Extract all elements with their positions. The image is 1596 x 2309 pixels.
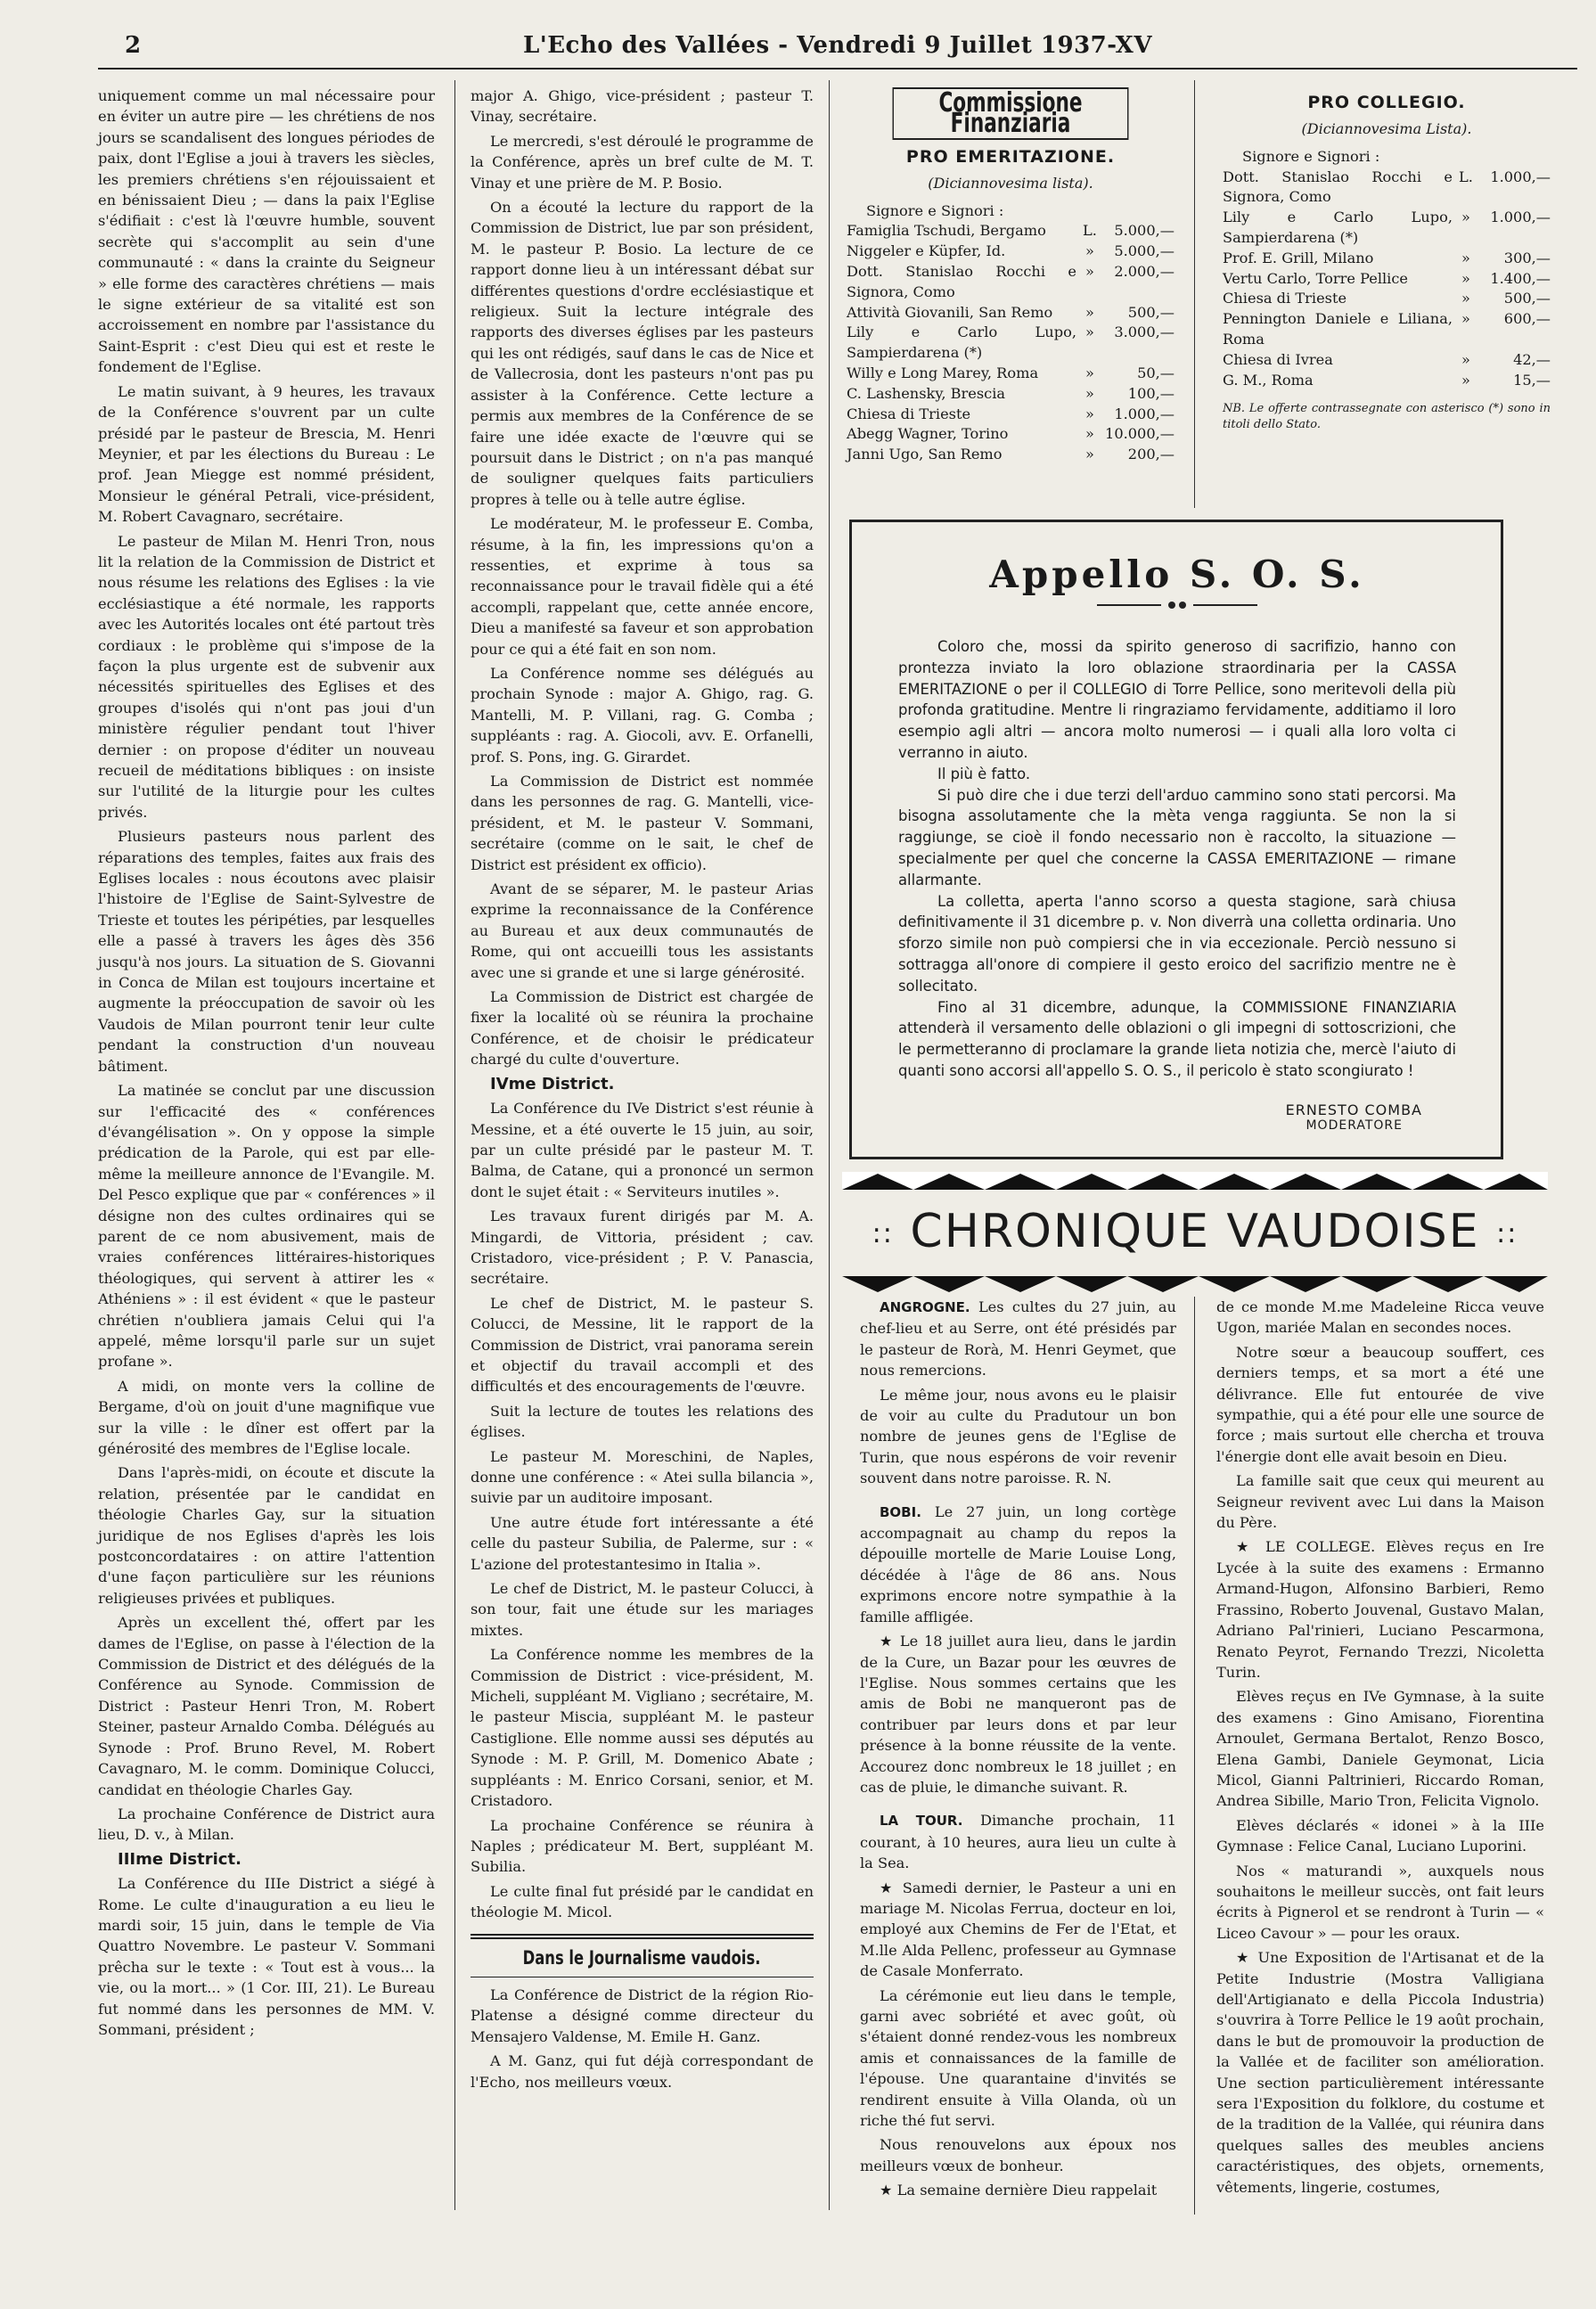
section-heading-district-3: IIIme District. <box>118 1849 241 1869</box>
donor-row: Pennington Daniele e Liliana, Roma » 600,— <box>1223 310 1551 348</box>
nb-note: NB. Le offerte contrassegnate con asterisco (*) sono in titoli dello Stato. <box>1223 402 1551 432</box>
commissione-block <box>847 87 1174 465</box>
paragraph: La Commission de District est chargée de fixer la localité où se réunira la prochaine Conférence, et de choisir le prédicateur chargé du culte d'ouverture. <box>471 988 814 1069</box>
chronique-entry: ★ Le 18 juillet aura lieu, dans le jardin de la Cure, un Bazar pour les œuvres de l'Eglise. Nous sommes certains que les amis de Bobi ne manqueront pas de contribuer par leurs dons et par leur présence à la bonne réussite de la vente. Accourez donc nombreux le 18 juillet ; en cas de pluie, le dimanche suivant. R. <box>860 1633 1176 1796</box>
donor-row: Janni Ugo, San Remo » 200,— <box>847 446 1174 463</box>
paragraph: Après un excellent thé, offert par les dames de l'Eglise, on passe à l'élection de la Commission de District et des délégués de la Conférence au Synode. Commission de District : Pasteur Henri Tron, M. Robert Steiner, pasteur Arnaldo Comba. Délégués au Synode : Prof. Bruno Revel, M. Robert Cavagnaro, M. le comm. Dominique Colucci, candidat en théologie Charles Gay. <box>98 1614 435 1798</box>
donor-row: Famiglia Tschudi, Bergamo L. 5.000,— <box>847 222 1174 240</box>
donor-row: Chiesa di Ivrea » 42,— <box>1223 350 1551 368</box>
donor-row: Prof. E. Grill, Milano » 300,— <box>1223 249 1551 266</box>
chronique-entry: ★ Une Exposition de l'Artisanat et de la Petite Industrie (Mostra Valligiana dell'Artigianato e della Piccola Industria) s'ouvrira à Torre Pellice le 19 août prochain, dans le but de promouvoir la production de la Vallée et de faciliter son amélioration. Une section particulièrement intéressante sera l'Exposition du folklore, du costume et de la tradition de la Vallée, qui réunira dans quelques salles des meubles anciens caractéristiques, des objets, ornements, vêtements, lingerie, costumes, <box>1216 1949 1544 2196</box>
paragraph: Le pasteur M. Moreschini, de Naples, donne une conférence : « Atei sulla bilancia », suivie par un auditoire imposant. <box>471 1447 814 1507</box>
collegio-donor-list <box>1223 147 1551 391</box>
paragraph: Les travaux furent dirigés par M. A. Mingardi, de Vittoria, président ; cav. Cristadoro, vice-président ; P. V. Panascia, secrétaire. <box>471 1208 814 1288</box>
list-intro: Signore e Signori : <box>866 201 1004 219</box>
emeritazione-donor-list <box>847 201 1174 465</box>
paragraph: Avant de se séparer, M. le pasteur Arias exprime la reconnaissance de la Conférence au Bureau et aux deux communautés de Rome, qui ont accueilli tous les assistants avec une si grande et une si large générosité. <box>471 880 814 981</box>
donor-row: Willy e Long Marey, Roma » 50,— <box>847 364 1174 381</box>
donor-row: Vertu Carlo, Torre Pellice » 1.400,— <box>1223 269 1551 287</box>
decorative-band-bottom <box>842 1276 1548 1294</box>
chronique-entry: de ce monde M.me Madeleine Ricca veuve Ugon, mariée Malan en secondes noces. <box>1216 1298 1544 1337</box>
paragraph: A midi, on monte vers la colline de Bergame, d'où on jouit d'une magnifique vue sur la ville : le dîner est offert par la générosité des membres de l'Eglise locale. <box>98 1377 435 1457</box>
column-rule <box>829 80 830 2210</box>
paragraph: Le mercredi, s'est déroulé le programme de la Conférence, après un bref culte de M. T. Vinay et une prière de M. P. Bosio. <box>471 132 814 192</box>
colon-ornament-icon: :: <box>1496 1218 1518 1249</box>
journalisme-title: Dans le Journalisme vaudois. <box>523 1946 761 1969</box>
section-heading-district-4: IVme District. <box>490 1074 615 1093</box>
newspaper-title: L'Echo des Vallées - Vendredi 9 Juillet 1937-XV <box>522 32 1153 59</box>
donor-row: Dott. Stanislao Rocchi e Signora, Como L. 1.000,— <box>1223 168 1551 206</box>
chronique-entry: ANGROGNE. Les cultes du 27 juin, au chef-lieu et au Serre, ont été présidés par le pasteur de Rorà, M. Henri Geymet, que nous remercions. <box>860 1298 1176 1380</box>
commissione-title: Commissione Finanziaria <box>893 87 1129 140</box>
paragraph: La Conférence nomme ses délégués au prochain Synode : major A. Ghigo, rag. G. Mantelli, M. P. Villani, rag. G. Comba ; suppléants : rag. A. Giocoli, avv. E. Orfanelli, prof. S. Pons, ing. G. Girardet. <box>471 664 814 766</box>
pro-emeritazione-heading: PRO EMERITAZIONE. <box>905 146 1116 167</box>
paragraph: Si può dire che i due terzi dell'arduo cammino sono stati percorsi. Ma bisogna assolutamente che la mèta venga raggiunta. Se non la si raggiunge, se cioè il fondo necessario non è raccolto, la situazione — specialmente per quel che concerne la CASSA EMERITAZIONE — rimane allarmante. <box>898 786 1456 888</box>
paragraph: Dans l'après-midi, on écoute et discute la relation, présentée par le candidat en théologie Charles Gay, sur la situation juridique de nos Eglises d'après les lois postconcordataires : on attire l'attention d'une façon particulière sur les réunions religieuses privées et publiques. <box>98 1464 435 1607</box>
journalisme-heading-box <box>471 1934 814 1977</box>
donor-row: Niggeler e Küpfer, Id. » 5.000,— <box>847 242 1174 260</box>
chronique-column-b <box>1216 1297 1544 2201</box>
paragraph: Il più è fatto. <box>937 765 1031 782</box>
donor-row: Attività Giovanili, San Remo » 500,— <box>847 303 1174 321</box>
paragraph: A M. Ganz, qui fut déjà correspondant de l'Echo, nos meilleurs vœux. <box>471 2052 814 2091</box>
donor-row: Lily e Carlo Lupo, Sampierdarena (*) » 3.000,— <box>847 323 1174 362</box>
paragraph: Le chef de District, M. le pasteur S. Colucci, de Messine, lit le rapport de la Commission de District, vrai panorama serein et objectif du travail accompli et des difficultés et des encouragements de l'œuvre. <box>471 1294 814 1396</box>
sos-title: Appello S. O. S. <box>989 553 1365 596</box>
column-rule <box>1194 80 1195 508</box>
ornament-divider <box>898 598 1456 615</box>
chronique-entry: Notre sœur a beaucoup souffert, ces derniers temps, et sa mort a été une délivrance. Elle fut entourée de vive sympathie, qui a été pour elle une source de force ; mais surtout elle chercha et trouva l'énergie dont elle avait besoin en Dieu. <box>1216 1343 1544 1465</box>
paragraph: On a écouté la lecture du rapport de la Commission de District, lue par son président, M. le pasteur P. Bosio. La lecture de ce rapport donne lieu à un intéressant débat sur différentes questions d'ordre ecclésiastique et religieux. Suit la lecture intégrale des rapports des diverses églises par les pasteurs qui les ont rédigés, sauf dans le cas de Nice et de Vallecrosia, dont les pasteurs n'ont pas pu assister à la Conférence. Cette lecture a permis aux membres de la Conférence de se faire une idée exacte de l'œuvre qui se poursuit dans le District ; on n'a pas manqué de souligner quelques faits particuliers propres à telle ou à telle autre église. <box>471 199 814 508</box>
paragraph: Le pasteur de Milan M. Henri Tron, nous lit la relation de la Commission de District et nous résume les relations des Eglises : la vie ecclésiastique a été normale, les rapports avec les Autorités locales ont été partout très cordiaux : le problème qui s'impose de la façon la plus urgente est de subvenir aux nécessités spirituelles des Eglises et des groupes d'isolés qui n'ont pas joui d'un ministère régulier pendant tout l'hiver dernier : on propose d'éditer un nouveau recueil de méditations bibliques : on insiste sur l'utilité de la liturgie pour les cultes privés. <box>98 532 435 821</box>
paragraph: Le modérateur, M. le professeur E. Comba, résume, à la fin, les impressions qu'on a ressenties, et exprime à tous sa reconnaissance pour le travail fidèle qui a été accompli, rappelant que, cette année encore, Dieu a manifesté sa faveur et son approbation pour ce qui a été fait en son nom. <box>471 515 814 658</box>
donor-row: Lily e Carlo Lupo, Sampierdarena (*) » 1.000,— <box>1223 209 1551 246</box>
signature: ERNESTO COMBA <box>1285 1101 1422 1118</box>
column-2 <box>471 86 814 2096</box>
chronique-entry: Le même jour, nous avons eu le plaisir de voir au culte du Pradutour un bon nombre de jeunes gens de l'Eglise de Turin, que nous espérons de voir revenir souvent dans notre paroisse. R. N. <box>860 1386 1176 1487</box>
paragraph: Coloro che, mossi da spirito generoso di sacrifizio, hanno con prontezza inviato la loro oblazione straordinaria per la CASSA EMERITAZIONE o per il COLLEGIO di Torre Pellice, sono meritevoli della più profonda gratitudine. Mentre li ringraziamo fervidamente, additiamo il loro esempio agli altri — ancora molto numerosi — i quali alla loro volta ci verranno in aiuto. <box>898 638 1456 761</box>
paragraph: Le chef de District, M. le pasteur Colucci, à son tour, fait une étude sur les mariages mixtes. <box>471 1580 814 1639</box>
donor-row: Abegg Wagner, Torino » 10.000,— <box>847 425 1174 443</box>
collegio-block <box>1223 87 1551 433</box>
paragraph: Le matin suivant, à 9 heures, les travaux de la Conférence s'ouvrent par un culte présidé par le pasteur de Brescia, M. Henri Meynier, et par les élections du Bureau : Le prof. Jean Miegge est nommé président, Monsieur le général Petrali, vice-président, M. Robert Cavagnaro, secrétaire. <box>98 382 435 526</box>
paragraph: La Conférence de District de la région Rio-Platense a désigné comme directeur du Mensajero Valdense, M. Emile H. Ganz. <box>471 1986 814 2045</box>
signature-role: MODERATORE <box>1305 1118 1403 1133</box>
paragraph: Le culte final fut présidé par le candidat en théologie M. Micol. <box>471 1882 814 1921</box>
column-rule <box>1194 1297 1195 2215</box>
chronique-column-a <box>860 1297 1176 2205</box>
chronique-title-text: CHRONIQUE VAUDOISE <box>910 1205 1480 1258</box>
paragraph: La Conférence du IVe District s'est réunie à Messine, et a été ouverte le 15 juin, au soir, par un culte présidé par le pasteur M. T. Balma, de Catane, qui a prononcé un sermon dont le sujet était : « Serviteurs inutiles ». <box>471 1100 814 1200</box>
donor-row: C. Lashensky, Brescia » 100,— <box>847 384 1174 402</box>
chronique-entry: LA TOUR. Dimanche prochain, 11 courant, à 10 heures, aura lieu un culte à la Sea. <box>860 1812 1176 1872</box>
paragraph: La Conférence du IIIe District a siégé à Rome. Le culte d'inauguration a eu lieu le mardi soir, 15 juin, dans le temple de Via Quattro Novembre. Le pasteur V. Sommani prêcha sur le texte : « Tout est à vous... la vie, ou la mort... » (1 Cor. III, 21). Le Bureau fut nommé dans les personnes de MM. V. Sommani, président ; <box>98 1875 435 2038</box>
list-label: (Diciannovesima lista). <box>928 175 1093 192</box>
paragraph: major A. Ghigo, vice-président ; pasteur T. Vinay, secrétaire. <box>471 87 814 126</box>
donor-row: Chiesa di Trieste » 500,— <box>1223 290 1551 307</box>
chronique-entry: Elèves déclarés « idonei » à la IIIe Gymnase : Felice Canal, Luciano Luporini. <box>1216 1816 1544 1855</box>
chronique-entry: ★ Samedi dernier, le Pasteur a uni en mariage M. Nicolas Ferrua, docteur en loi, employé aux Chemins de Fer de l'Etat, et M.lle Alda Pellenc, professeur au Gymnase de Casale Monferrato. <box>860 1879 1176 1980</box>
page-number: 2 <box>125 32 142 59</box>
paragraph: Fino al 31 dicembre, adunque, la COMMISSIONE FINANZIARIA attenderà il versamento delle oblazioni o gli impegni di sottoscrizioni, che le permetteranno di proclamare la grande lieta notizia che, mercè l'aiuto di quanti sono accorsi all'appello S. O. S., il pericolo è stato scongiurato ! <box>898 998 1456 1079</box>
colon-ornament-icon: :: <box>872 1218 894 1249</box>
donor-row: Dott. Stanislao Rocchi e Signora, Como » 2.000,— <box>847 263 1174 300</box>
column-rule <box>454 80 455 2210</box>
page-header <box>98 29 1577 70</box>
paragraph: Plusieurs pasteurs nous parlent des réparations des temples, faites aux frais des Eglises locales : nous écoutons avec plaisir l'histoire de l'Eglise de Saint-Sylvestre de Trieste et toutes les péripéties, par lesquelles elle a passé à travers les âges dès 356 jusqu'à nos jours. La situation de S. Giovanni in Conca de Milan est toujours incertaine et augmente la préoccupation de savoir où les Vaudois de Milan pourront tenir leur culte pendant la construction d'un nouveau bâtiment. <box>98 828 435 1075</box>
chronique-entry: Nous renouvelons aux époux nos meilleurs vœux de bonheur. <box>860 2136 1176 2174</box>
list-label: (Diciannovesima Lista). <box>1301 120 1472 138</box>
paragraph: La colletta, aperta l'anno scorso a questa stagione, sarà chiusa definitivamente il 31 dicembre p. v. Non diverrà una colletta ordinaria. Uno sforzo simile non può compiersi che in via eccezionale. Perciò nessuno si sottragga all'onore di compiere il gesto eroico del sacrifizio mentre ne è sollecitato. <box>898 892 1456 995</box>
paragraph: La Conférence nomme les membres de la Commission de District : vice-président, M. Micheli, suppléant M. Vigliano ; secrétaire, M. le pasteur Miscia, suppléant M. le pasteur Castiglione. Elle nomme aussi ses députés au Synode : M. P. Grill, M. Domenico Abate ; suppléants : M. Enrico Corsani, senior, et M. Cristadoro. <box>471 1646 814 1810</box>
paragraph: Une autre étude fort intéressante a été celle du pasteur Subilia, de Palerme, sur : « L'azione del protestantesimo in Italia ». <box>471 1513 814 1573</box>
paragraph: La prochaine Conférence se réunira à Naples ; prédicateur M. Bert, suppléant M. Subilia. <box>471 1816 814 1876</box>
donor-row: Chiesa di Trieste » 1.000,— <box>847 405 1174 422</box>
chronique-entry: BOBI. Le 27 juin, un long cortège accompagnait au champ du repos la dépouille mortelle de Marie Louise Long, décédée à l'âge de 86 ans. Nous exprimons encore notre sympathie à la famille affligée. <box>860 1502 1176 1625</box>
appello-sos-box <box>849 520 1503 1159</box>
chronique-entry: ★ La semaine dernière Dieu rappelait <box>880 2182 1158 2199</box>
paragraph: uniquement comme un mal nécessaire pour en éviter un autre pire — les chrétiens de nos jours se scandalisent des longues périodes de paix, dont l'Eglise a joui à travers les siècles, les premiers chrétiens s'en réjouissaient et en bénissaient Dieu ; — dans la paix l'Eglise s'édifiait : c'est là l'œuvre humble, souvent secrète qui s'accomplit au sein d'une communauté : « dans la crainte du Seigneur » elle forme des caractères chrétiens — mais le signe extérieur de sa vitalité est son accroissement en nombre par l'assistance du Saint-Esprit : c'est Dieu qui est et reste le fondement de l'Eglise. <box>98 87 435 376</box>
paragraph: La matinée se conclut par une discussion sur l'efficacité des « conférences d'évangélisation ». On y oppose la simple prédication de la Parole, qui est par elle-même la meilleure annonce de l'Evangile. M. Del Pesco explique que par « conférences » il désigne non des cultes ordinaires qui se parent de ce nom abusivement, mais de vraies conférences littéraires-historiques théologiques, qui servent à attirer les « Athéniens » : il est évident « que le pasteur chrétien n'oubliera jamais Celui qui l'a appelé, même lorsqu'il parle sur un sujet profane ». <box>98 1082 435 1371</box>
pro-collegio-heading: PRO COLLEGIO. <box>1307 93 1466 112</box>
chronique-entry: ★ LE COLLEGE. Elèves reçus en Ire Lycée à la suite des examens : Ermanno Armand-Hugon, Alfonsino Barbieri, Remo Frassino, Roberto Jouvenal, Gustavo Malan, Adriano Pal'rinieri, Luciano Pescarmona, Renato Peyrot, Fernando Trezzi, Nicoletta Turin. <box>1216 1538 1544 1681</box>
list-intro: Signore e Signori : <box>1242 147 1380 165</box>
chronique-title <box>842 1203 1548 1260</box>
chronique-entry: Elèves reçus en IVe Gymnase, à la suite des examens : Gino Amisano, Fiorentina Arnoulet, Germana Bertalot, Renzo Bosco, Elena Gambi, Daniele Geymonat, Licia Micol, Gianni Paltrinieri, Riccardo Roman, Andrea Sibille, Mario Tron, Felicita Vignolo. <box>1216 1688 1544 1810</box>
paragraph: La prochaine Conférence de District aura lieu, D. v., à Milan. <box>98 1805 435 1844</box>
chronique-entry: La cérémonie eut lieu dans le temple, garni avec sobriété et avec goût, où s'étaient donné rendez-vous les nombreux amis et connaissances de la famille de l'épouse. Une quarantaine d'invités se rendirent ensuite à Villa Olanda, où un riche thé fut servi. <box>860 1986 1176 2130</box>
ornament-rule-icon <box>1097 599 1257 611</box>
chronique-entry: La famille sait que ceux qui meurent au Seigneur revivent avec Lui dans la Maison du Père. <box>1216 1472 1544 1532</box>
paragraph: Suit la lecture de toutes les relations des églises. <box>471 1402 814 1441</box>
sos-body <box>898 636 1456 1082</box>
donor-row: G. M., Roma » 15,— <box>1223 371 1551 389</box>
column-1 <box>98 86 435 2043</box>
paragraph: La Commission de District est nommée dans les personnes de rag. G. Mantelli, vice-président, et M. le pasteur V. Sommani, secrétaire (comme on le sait, le chef de District est président ex officio). <box>471 773 814 873</box>
chronique-entry: Nos « maturandi », auxquels nous souhaitons le meilleur succès, ont fait leurs écrits à Pignerol et se rendront à Turin — « Liceo Cavour » — pour les oraux. <box>1216 1862 1544 1942</box>
decorative-band-top <box>842 1172 1548 1190</box>
